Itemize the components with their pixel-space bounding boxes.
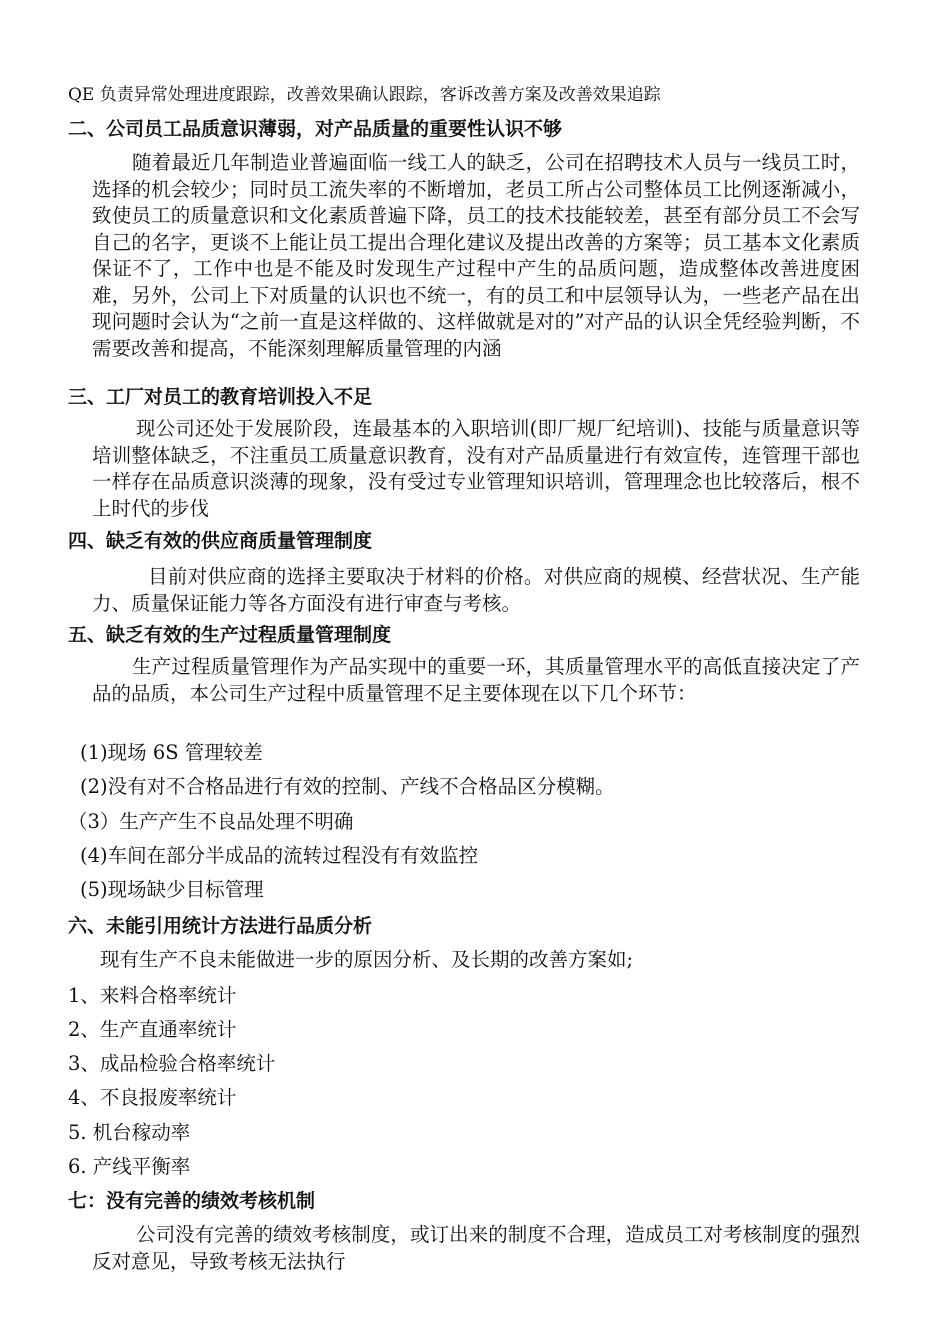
section-6-item: 3、成品检验合格率统计	[68, 1052, 276, 1075]
section-2-paragraph: 随着最近几年制造业普遍面临一线工人的缺乏，公司在招聘技术人员与一线员工时，选择的机会较少；同时员工流失率的不断增加，老员工所占公司整体员工比例逐渐减小，致使员工的质量意识和文化素质普遍下降，员工的技术技能较差，甚至有部分员工不会写自己的名字，更谈不上能让员工提出合理化建议及提出改善的方案等；员工基本文化素质保证不了，工作中也是不能及时发现生产过程中产生的品质问题，造成整体改善进度困难，另外，公司上下对质量的认识也不统一，有的员工和中层领导认为，一些老产品在出现问题时会认为“之前一直是这样做的、这样做就是对的”对产品的认识全凭经验判断，不需要改善和提高，不能深刻理解质量管理的内涵	[92, 151, 860, 360]
section-5-item: (1)现场 6S 管理较差	[80, 741, 263, 764]
section-5-heading: 五、缺乏有效的生产过程质量管理制度	[68, 624, 392, 646]
section-5-item: (4)车间在部分半成品的流转过程没有有效监控	[80, 844, 479, 867]
section-3-paragraph: 现公司还处于发展阶段，连最基本的入职培训(即厂规厂纪培训)、技能与质量意识等培训整体缺乏，不注重员工质量意识教育，没有对产品质量进行有效宣传，连管理干部也一样存在品质意识淡薄的现象，没有受过专业管理知识培训，管理理念也比较落后，根不上时代的步伐	[92, 417, 860, 520]
section-5-item: （3）生产产生不良品处理不明确	[68, 810, 354, 833]
section-6-item: 6. 产线平衡率	[68, 1155, 191, 1178]
section-7-paragraph: 公司没有完善的绩效考核制度，或订出来的制度不合理，造成员工对考核制度的强烈反对意见，导致考核无法执行	[92, 1223, 860, 1273]
section-5-item: (5)现场缺少目标管理	[80, 878, 264, 901]
section-5-item: (2)没有对不合格品进行有效的控制、产线不合格品区分模糊。	[80, 775, 615, 798]
section-4-heading: 四、缺乏有效的供应商质量管理制度	[68, 530, 373, 552]
qe-responsibility-line: QE 负责异常处理进度跟踪，改善效果确认跟踪，客诉改善方案及改善效果追踪	[68, 85, 661, 105]
section-7-heading: 七：没有完善的绩效考核机制	[68, 1190, 316, 1212]
section-3-heading: 三、工厂对员工的教育培训投入不足	[68, 386, 373, 408]
section-6-item: 4、不良报废率统计	[68, 1086, 237, 1109]
section-4-paragraph: 目前对供应商的选择主要取决于材料的价格。对供应商的规模、经营状况、生产能力、质量保证能力等各方面没有进行审查与考核。	[92, 565, 860, 615]
section-6-heading: 六、未能引用统计方法进行品质分析	[68, 915, 373, 937]
section-6-item: 1、来料合格率统计	[68, 984, 237, 1007]
section-2-heading: 二、公司员工品质意识薄弱，对产品质量的重要性认识不够	[68, 118, 563, 140]
section-6-item: 2、生产直通率统计	[68, 1018, 237, 1041]
section-6-item: 5. 机台稼动率	[68, 1121, 191, 1144]
section-6-intro: 现有生产不良未能做进一步的原因分析、及长期的改善方案如;	[100, 948, 634, 971]
section-5-paragraph: 生产过程质量管理作为产品实现中的重要一环，其质量管理水平的高低直接决定了产品的品质，本公司生产过程中质量管理不足主要体现在以下几个环节：	[92, 655, 860, 705]
